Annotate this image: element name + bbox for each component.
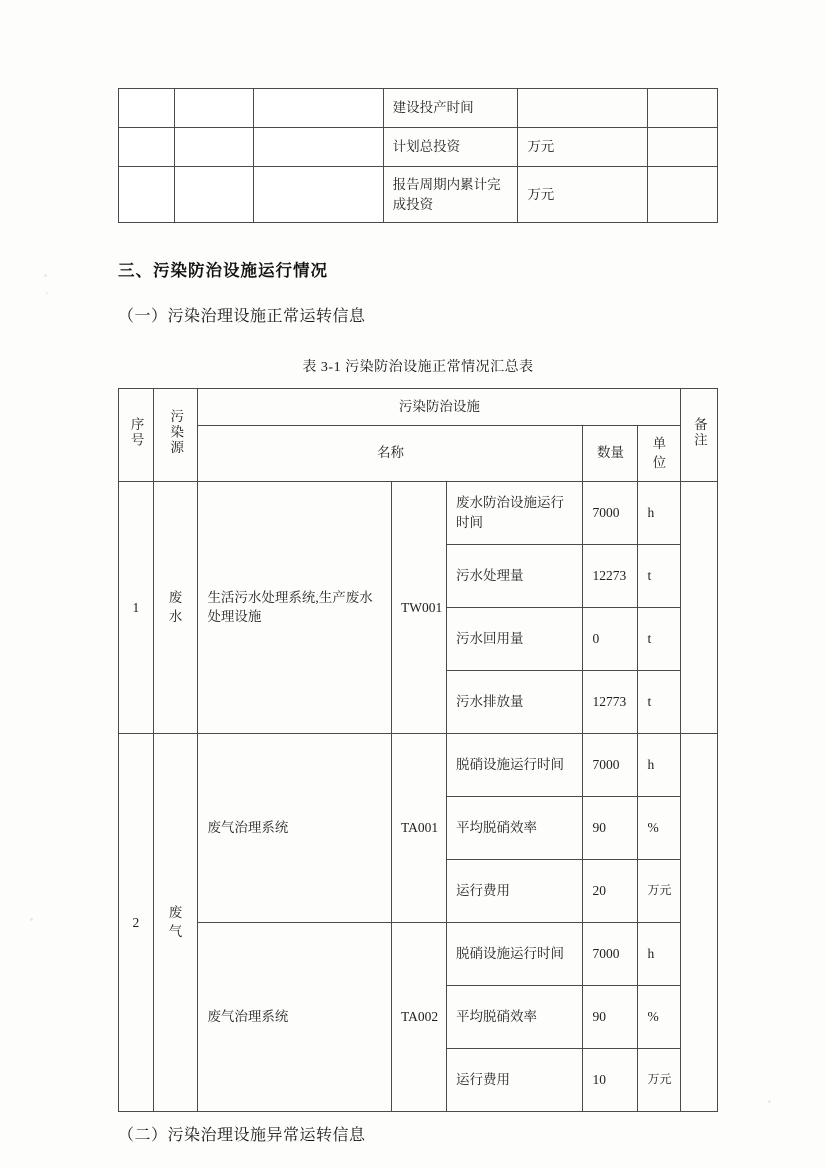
closing-heading: （二）污染治理设施异常运转信息 xyxy=(118,1126,366,1144)
item-name: 平均脱硝效率 xyxy=(446,985,583,1048)
table-header-row xyxy=(119,425,718,481)
item-unit: t xyxy=(638,544,681,607)
item-value: 7000 xyxy=(583,733,638,796)
scan-speck xyxy=(46,292,48,294)
item-value: 90 xyxy=(583,796,638,859)
row-facility: 废气治理系统 xyxy=(198,922,392,1111)
item-unit: % xyxy=(638,796,681,859)
table-header-row xyxy=(119,389,718,426)
blank-cell xyxy=(253,167,383,223)
table-row xyxy=(119,128,718,167)
item-name: 脱硝设施运行时间 xyxy=(446,922,583,985)
investment-unit: 万元 xyxy=(518,128,648,167)
investment-unit xyxy=(518,89,648,128)
item-value: 7000 xyxy=(583,922,638,985)
header-group: 污染防治设施 xyxy=(198,389,681,426)
row-remark xyxy=(681,733,718,1111)
row-code: TA001 xyxy=(391,733,446,922)
investment-table xyxy=(118,88,718,223)
row-remark xyxy=(681,481,718,733)
header-source: 污染源 xyxy=(153,389,198,482)
item-name: 污水回用量 xyxy=(446,607,583,670)
header-remark: 备注 xyxy=(681,389,718,482)
investment-label: 建设投产时间 xyxy=(383,89,518,128)
row-facility: 废气治理系统 xyxy=(198,733,392,922)
section-heading: 三、污染防治设施运行情况 xyxy=(118,261,328,281)
blank-cell xyxy=(119,167,175,223)
header-seq: 序号 xyxy=(119,389,154,482)
item-name: 平均脱硝效率 xyxy=(446,796,583,859)
item-name: 污水处理量 xyxy=(446,544,583,607)
blank-cell xyxy=(174,128,253,167)
table-row xyxy=(119,481,718,544)
item-name: 运行费用 xyxy=(446,859,583,922)
row-seq: 1 xyxy=(119,481,154,733)
investment-label: 报告周期内累计完成投资 xyxy=(383,167,518,223)
item-name: 脱硝设施运行时间 xyxy=(446,733,583,796)
item-unit: h xyxy=(638,733,681,796)
item-name: 污水排放量 xyxy=(446,670,583,733)
blank-cell xyxy=(253,89,383,128)
document-content xyxy=(118,88,718,1145)
row-source: 废水 xyxy=(153,481,198,733)
subsection-heading: （一）污染治理设施正常运转信息 xyxy=(118,308,366,326)
blank-cell xyxy=(174,89,253,128)
item-value: 10 xyxy=(583,1048,638,1111)
row-source: 废气 xyxy=(153,733,198,1111)
table-row xyxy=(119,922,718,985)
row-seq: 2 xyxy=(119,733,154,1111)
item-unit: 万元 xyxy=(638,1048,681,1111)
scan-speck xyxy=(30,918,33,921)
item-value: 90 xyxy=(583,985,638,1048)
item-value: 20 xyxy=(583,859,638,922)
blank-cell xyxy=(119,89,175,128)
blank-cell xyxy=(253,128,383,167)
investment-note xyxy=(648,128,718,167)
item-unit: t xyxy=(638,607,681,670)
item-value: 0 xyxy=(583,607,638,670)
header-quantity: 数量 xyxy=(583,425,638,481)
investment-note xyxy=(648,167,718,223)
item-value: 12273 xyxy=(583,544,638,607)
item-name: 废水防治设施运行时间 xyxy=(446,481,583,544)
investment-unit: 万元 xyxy=(518,167,648,223)
item-unit: h xyxy=(638,922,681,985)
row-code: TW001 xyxy=(391,481,446,733)
scan-speck xyxy=(44,274,47,277)
blank-cell xyxy=(119,128,175,167)
item-name: 运行费用 xyxy=(446,1048,583,1111)
item-value: 7000 xyxy=(583,481,638,544)
table-row xyxy=(119,89,718,128)
investment-label: 计划总投资 xyxy=(383,128,518,167)
scan-speck xyxy=(768,1100,771,1103)
item-unit: 万元 xyxy=(638,859,681,922)
row-facility: 生活污水处理系统,生产废水处理设施 xyxy=(198,481,392,733)
header-unit: 单位 xyxy=(638,425,681,481)
pollution-facility-table xyxy=(118,388,718,1112)
blank-cell xyxy=(174,167,253,223)
item-value: 12773 xyxy=(583,670,638,733)
header-name: 名称 xyxy=(198,425,583,481)
table-caption: 表 3-1 污染防治设施正常情况汇总表 xyxy=(302,360,534,376)
row-code: TA002 xyxy=(391,922,446,1111)
item-unit: t xyxy=(638,670,681,733)
item-unit: % xyxy=(638,985,681,1048)
table-row xyxy=(119,733,718,796)
investment-note xyxy=(648,89,718,128)
item-unit: h xyxy=(638,481,681,544)
table-row xyxy=(119,167,718,223)
